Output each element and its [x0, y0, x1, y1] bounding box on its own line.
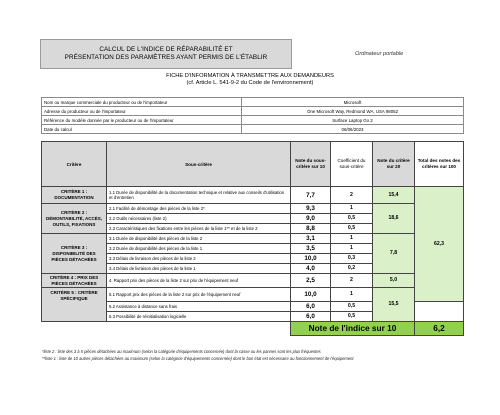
- info-row: [42, 107, 464, 116]
- criterion-2: CRITÈRE 2 : DÉMONTABILITÉ, ACCÈS, OUTILS, FIXATIONS: [42, 204, 107, 234]
- col-coef: Coefficient du sous-critère: [331, 142, 373, 187]
- title-line-1: CALCUL DE L'INDICE DE RÉPARABILITÉ ET: [99, 46, 233, 53]
- sub-coef: 1: [331, 288, 373, 302]
- sub-criterion: 3.3 Délais de livraison des pièces de la liste 2: [107, 254, 291, 264]
- sub-coef: 1: [331, 204, 373, 214]
- product-type: Ordinateur portable: [355, 51, 404, 57]
- sub-criterion: 4. Rapport prix des pièces de la liste 2 sur prix de l'équipement neuf: [107, 274, 291, 288]
- sub-note: 3,5: [291, 244, 331, 254]
- fiche-title: [40, 73, 460, 87]
- criterion-5: CRITÈRE 5 : CRITÈRE SPÉCIFIQUE: [42, 288, 107, 322]
- col-note: Note du sous-critère sur 10: [291, 142, 331, 187]
- table-row: [42, 274, 464, 288]
- fiche-line-2: (cf. Article L. 541-9-2 du Code de l'environnement): [186, 80, 314, 86]
- info-table: [41, 97, 464, 134]
- sub-coef: 0,5: [331, 224, 373, 234]
- sub-note: 6,0: [291, 312, 331, 322]
- sub-coef: 0,5: [331, 312, 373, 322]
- sub-coef: 0,5: [331, 214, 373, 224]
- col-sous-critere: Sous-critère: [107, 142, 291, 187]
- info-value: Microsoft: [242, 98, 464, 107]
- footnote-1: *liste 2 : liste des 3 à 5 pièces détachées au maximum (selon la catégorie d'équipements concernée) dont la casse ou les pannes sont les plus fréquentes: [42, 349, 321, 354]
- info-label: Nom ou marque commerciale du producteur ou de l'importateur: [42, 98, 242, 107]
- info-value: 06/06/2023: [242, 125, 464, 134]
- sub-criterion: 5.2 Assistance à distance sans frais: [107, 302, 291, 312]
- sub-criterion: 2.2 Outils nécessaires (liste 2): [107, 214, 291, 224]
- footer-row: [42, 322, 464, 336]
- info-label: Adresse du producteur ou de l'importateur: [42, 107, 242, 116]
- footer-spacer: [42, 322, 291, 336]
- info-value: One Microsoft Way, Redmond WA, USA 98052: [242, 107, 464, 116]
- sub-criterion: 2.3 Caractéristiques des fixations entre les pièces de la liste 1** et de la liste 2: [107, 224, 291, 234]
- sub-criterion: 3.1 Durée de disponibilité des pièces de la liste 2: [107, 234, 291, 244]
- sub-criterion: 5.3 Possibilité de réinitialisation logicielle: [107, 312, 291, 322]
- criterion-note-1: 15,4: [373, 187, 415, 204]
- footnote-2: **liste 1 : liste de 10 autres pièces détachées au maximum (selon la catégorie d'équipements concernée) dont le bon état est nécessaire au fonctionnement de l'équipement: [42, 356, 354, 361]
- sub-note: 7,7: [291, 187, 331, 204]
- info-value: Surface Laptop Go 2: [242, 116, 464, 125]
- sub-criterion: 5.1 Rapport prix des pièces de la liste 2 sur prix de l'équipement neuf: [107, 288, 291, 302]
- index-label: Note de l'indice sur 10: [291, 322, 415, 336]
- sub-coef: 2: [331, 274, 373, 288]
- info-row: [42, 98, 464, 107]
- criterion-1: CRITÈRE 1 : DOCUMENTATION: [42, 187, 107, 204]
- info-label: Référence du modèle donnée par le producteur ou de l'importateur: [42, 116, 242, 125]
- criterion-note-2: 18,6: [373, 204, 415, 234]
- info-row: [42, 116, 464, 125]
- sub-note: 4,0: [291, 264, 331, 274]
- sub-note: 3,1: [291, 234, 331, 244]
- sub-note: 6,0: [291, 302, 331, 312]
- sub-note: 10,0: [291, 288, 331, 302]
- sub-note: 2,5: [291, 274, 331, 288]
- sub-coef: 0,5: [331, 302, 373, 312]
- sub-coef: 1: [331, 244, 373, 254]
- sub-coef: 0,3: [331, 254, 373, 264]
- table-row: [42, 288, 464, 302]
- total-score: 62,3: [415, 187, 464, 302]
- title-line-2: PRÉSENTATION DES PARAMÈTRES AYANT PERMIS DE L'ÉTABLIR: [64, 53, 268, 61]
- sub-coef: 2: [331, 187, 373, 204]
- sub-coef: 1: [331, 234, 373, 244]
- criterion-note-4: 5,0: [373, 274, 415, 288]
- col-critere: Critère: [42, 142, 107, 187]
- fiche-line-1: FICHE D'INFORMATION À TRANSMETTRE AUX DEMANDEURS: [166, 73, 334, 79]
- header-row: [42, 142, 464, 187]
- sub-coef: 0,2: [331, 264, 373, 274]
- total-blank: [415, 302, 464, 322]
- info-label: Date du calcul: [42, 125, 242, 134]
- sub-criterion: 3.4 Délais de livraison des pièces de la liste 1: [107, 264, 291, 274]
- table-row: [42, 234, 464, 244]
- table-row: [42, 187, 464, 204]
- table-row: [42, 204, 464, 214]
- sub-note: 9,0: [291, 214, 331, 224]
- criterion-note-5: 15,5: [373, 288, 415, 322]
- sub-criterion: 2.1 Facilité de démontage des pièces de la liste 2*: [107, 204, 291, 214]
- index-value: 6,2: [415, 322, 464, 336]
- criterion-3: CRITÈRE 3 : DISPONIBILITÉ DES PIÈCES DÉTACHÉES: [42, 234, 107, 274]
- sub-criterion: 1.1 Durée de disponibilité de la documentation technique et relative aux conseils d'utilisation et d'entretien: [107, 187, 291, 204]
- score-table: [41, 141, 464, 336]
- col-note20: Note du critère sur 20: [373, 142, 415, 187]
- criterion-4: CRITÈRE 4 : PRIX DES PIÈCES DÉTACHÉES: [42, 274, 107, 288]
- info-row: [42, 125, 464, 134]
- title-box: [40, 39, 292, 69]
- sub-note: 10,0: [291, 254, 331, 264]
- col-total: Total des notes des critères sur 100: [415, 142, 464, 187]
- sub-note: 9,3: [291, 204, 331, 214]
- sub-criterion: 3.2 Durée de disponibilité des pièces de la liste 1: [107, 244, 291, 254]
- criterion-note-3: 7,8: [373, 234, 415, 274]
- sub-note: 8,8: [291, 224, 331, 234]
